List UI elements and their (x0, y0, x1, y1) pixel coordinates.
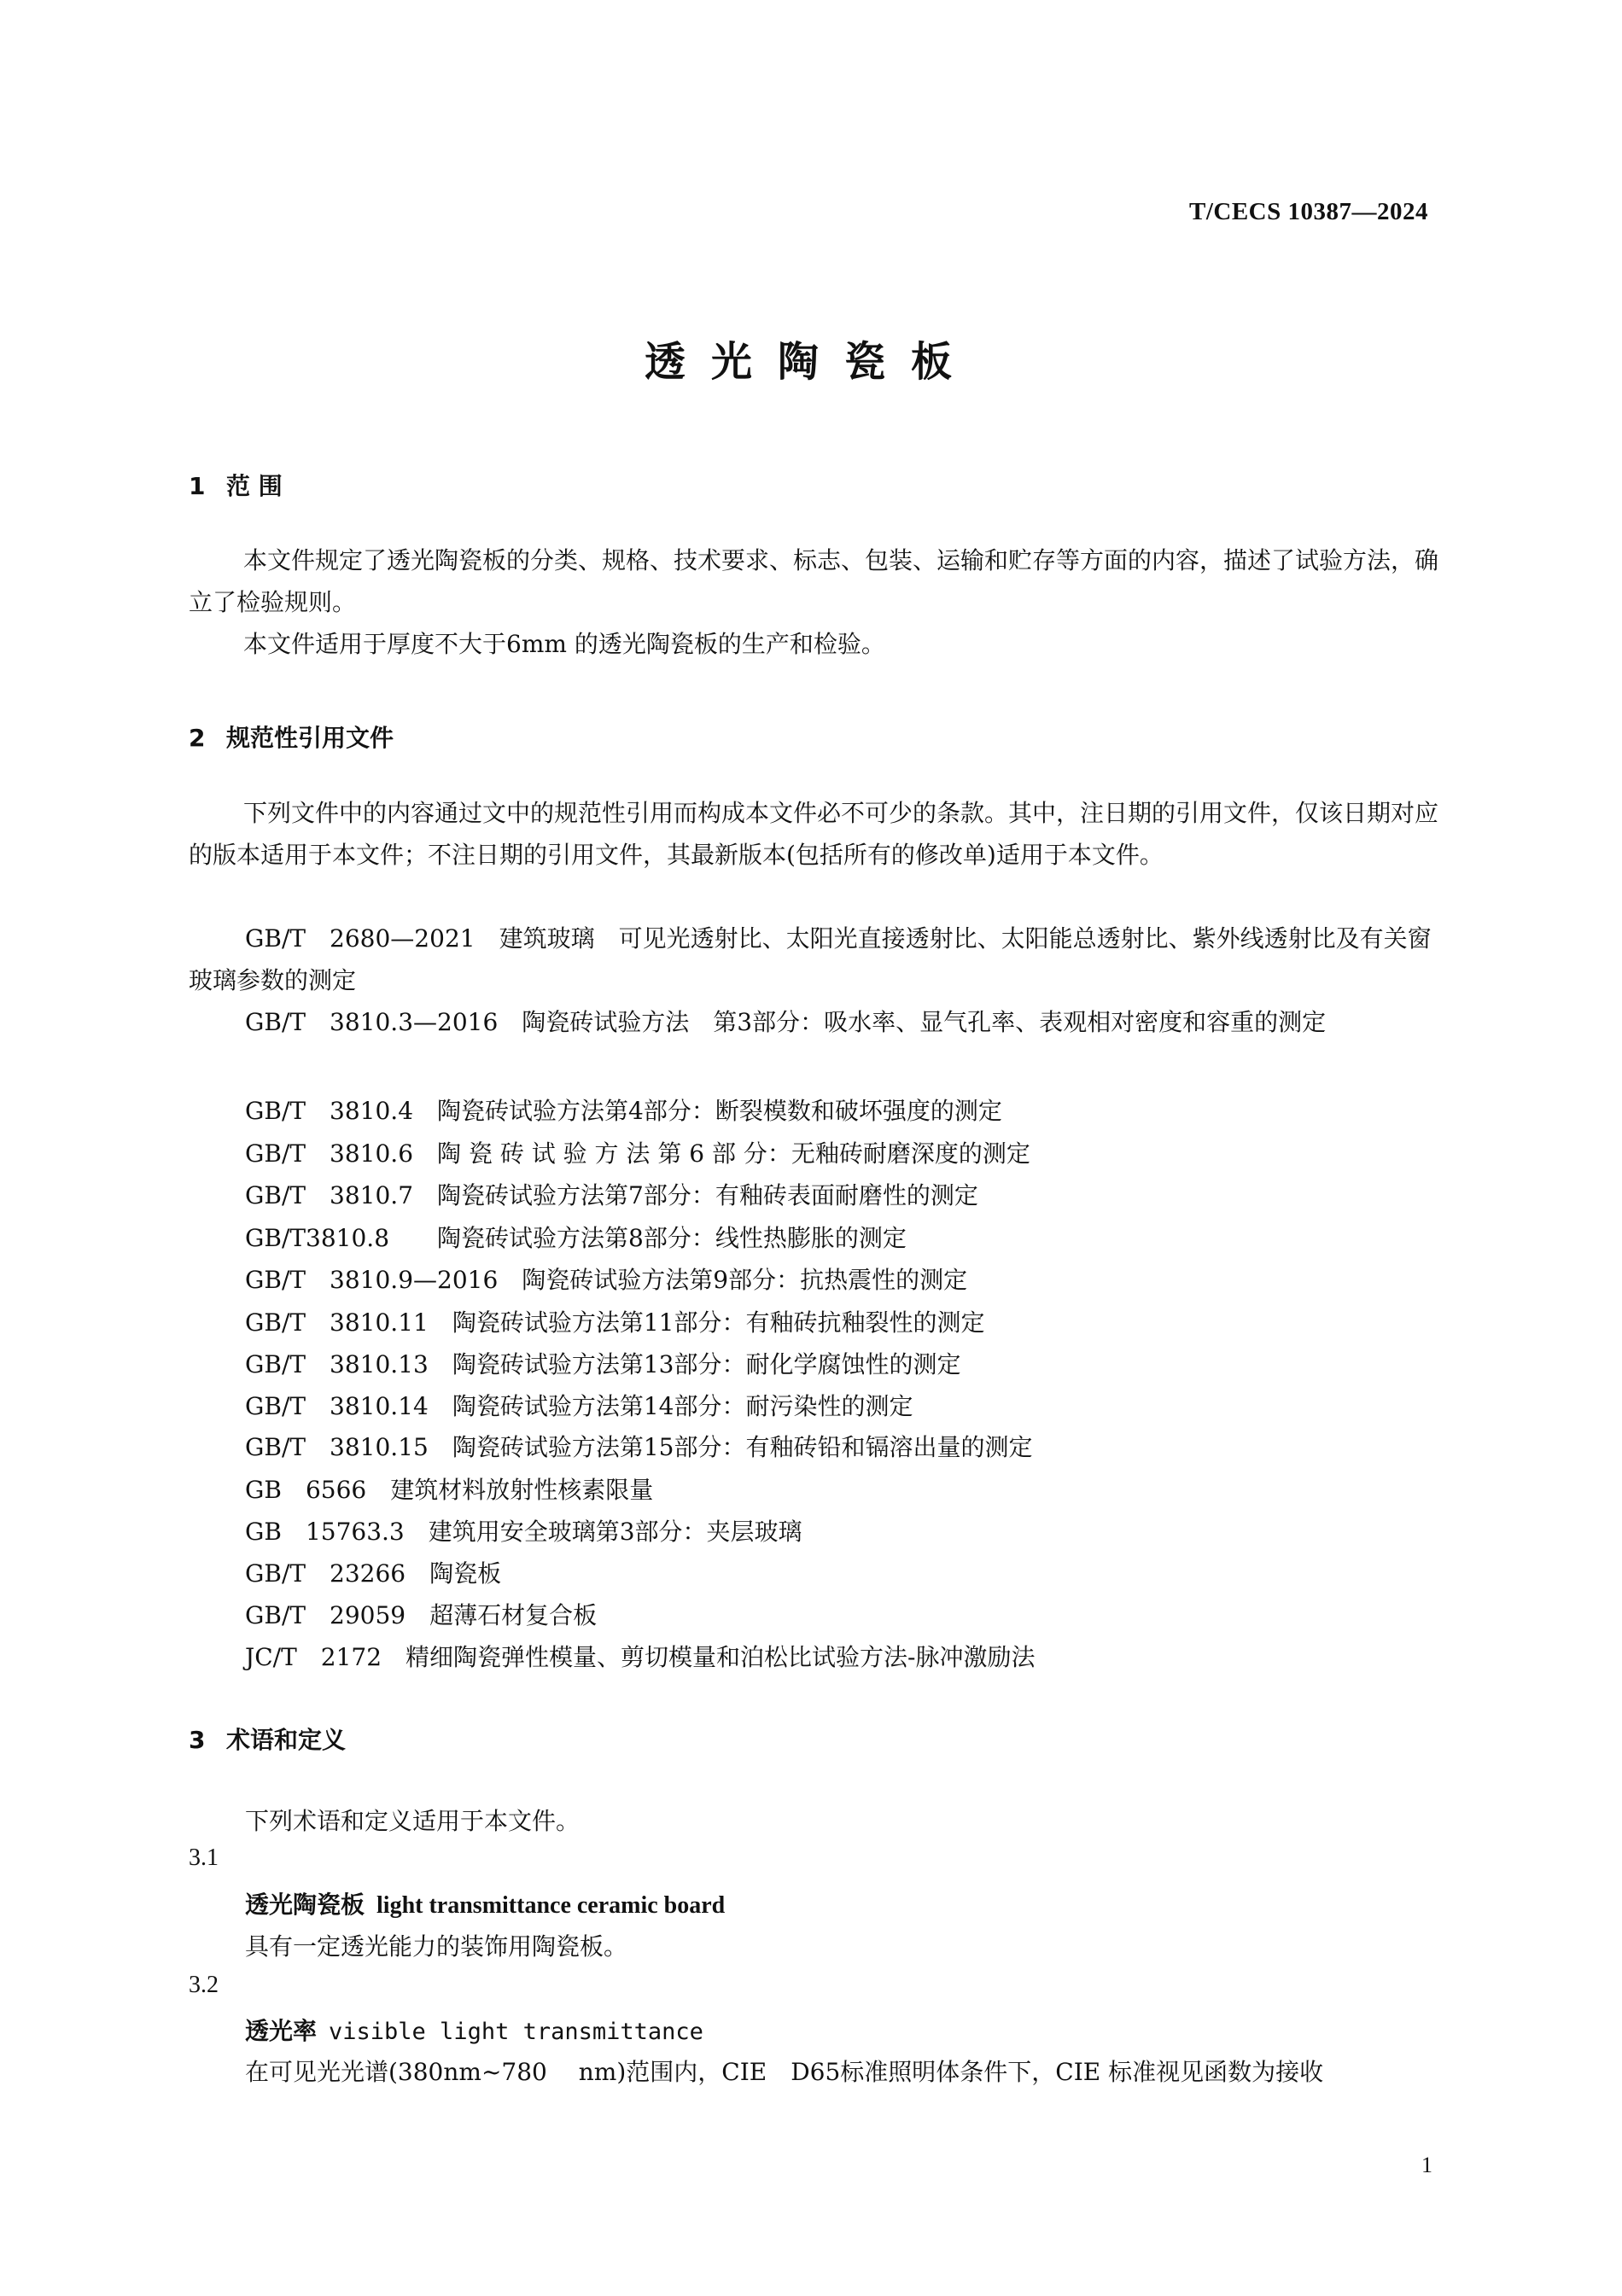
reference-item: GB/T 3810.7 陶瓷砖试验方法第7部分：有釉砖表面耐磨性的测定 (245, 1181, 978, 1209)
reference-item: GB/T 3810.6 陶 瓷 砖 试 验 方 法 第 6 部 分：无釉砖耐磨深度的测定 (245, 1139, 1030, 1168)
reference-item: GB/T 3810.4 陶瓷砖试验方法第4部分：断裂模数和破坏强度的测定 (245, 1097, 1002, 1125)
section-2-intro: 下列文件中的内容通过文中的规范性引用而构成本文件必不可少的条款。其中，注日期的引用文件，仅该日期对应的版本适用于本文件；不注日期的引用文件，其最新版本(包括所有的修改单)适用于本文件。 (189, 799, 1439, 869)
term-entry (245, 1886, 725, 1920)
section-number: 1 (189, 472, 206, 500)
term-chinese: 透光陶瓷板 (245, 1891, 365, 1919)
reference-item: GB/T 23266 陶瓷板 (245, 1559, 502, 1588)
section-1-paragraph-1: 本文件规定了透光陶瓷板的分类、规格、技术要求、标志、包装、运输和贮存等方面的内容，描述了试验方法，确立了检验规则。 (189, 546, 1439, 616)
reference-item: GB/T 3810.14 陶瓷砖试验方法第14部分：耐污染性的测定 (245, 1392, 913, 1420)
reference-item: GB/T 3810.13 陶瓷砖试验方法第13部分：耐化学腐蚀性的测定 (245, 1350, 961, 1378)
section-number: 2 (189, 724, 206, 752)
section-number: 3 (189, 1726, 206, 1754)
reference-item: GB 15763.3 建筑用安全玻璃第3部分：夹层玻璃 (245, 1518, 802, 1546)
section-3-intro: 下列术语和定义适用于本文件。 (245, 1807, 581, 1835)
reference-item: GB/T 29059 超薄石材复合板 (245, 1601, 598, 1629)
section-title: 规范性引用文件 (226, 724, 394, 752)
term-definition: 具有一定透光能力的装饰用陶瓷板。 (245, 1932, 628, 1961)
standard-code: T/CECS 10387—2024 (1188, 198, 1428, 225)
term-chinese: 透光率 (245, 2017, 318, 2045)
reference-item: GB/T3810.8 陶瓷砖试验方法第8部分：线性热膨胀的测定 (245, 1224, 907, 1252)
term-number: 3.2 (189, 1972, 219, 1998)
reference-item: JC/T 2172 精细陶瓷弹性模量、剪切模量和泊松比试验方法-脉冲激励法 (245, 1643, 1036, 1671)
reference-item: GB/T 2680—2021 建筑玻璃 可见光透射比、太阳光直接透射比、太阳能总透射比、紫外线透射比及有关窗玻璃参数的测定 (189, 924, 1432, 994)
section-1-paragraph-2: 本文件适用于厚度不大于6mm 的透光陶瓷板的生产和检验。 (243, 630, 885, 658)
term-english: light transmittance ceramic board (376, 1892, 726, 1919)
document-title: 透光陶瓷板 (644, 338, 977, 386)
reference-item: GB/T 3810.9—2016 陶瓷砖试验方法第9部分：抗热震性的测定 (245, 1266, 968, 1294)
term-number: 3.1 (189, 1844, 219, 1871)
section-title: 范 围 (226, 472, 283, 500)
term-definition: 在可见光光谱(380nm~780 nm)范围内，CIE D65标准照明体条件下，CIE 标准视见函数为接收 (245, 2058, 1324, 2086)
term-english: visible light transmittance (329, 2019, 703, 2045)
section-3-heading (189, 1722, 346, 1756)
section-2-heading (189, 720, 394, 754)
reference-item: GB/T 3810.3—2016 陶瓷砖试验方法 第3部分：吸水率、显气孔率、表观相对密度和容重的测定 (245, 1008, 1327, 1036)
reference-item: GB/T 3810.11 陶瓷砖试验方法第11部分：有釉砖抗釉裂性的测定 (245, 1308, 985, 1337)
term-entry (245, 2013, 703, 2047)
section-title: 术语和定义 (226, 1726, 347, 1754)
section-1-heading (189, 468, 283, 502)
reference-item: GB/T 3810.15 陶瓷砖试验方法第15部分：有釉砖铅和镉溶出量的测定 (245, 1433, 1033, 1461)
reference-item: GB 6566 建筑材料放射性核素限量 (245, 1476, 654, 1504)
page-number: 1 (1421, 2153, 1432, 2177)
